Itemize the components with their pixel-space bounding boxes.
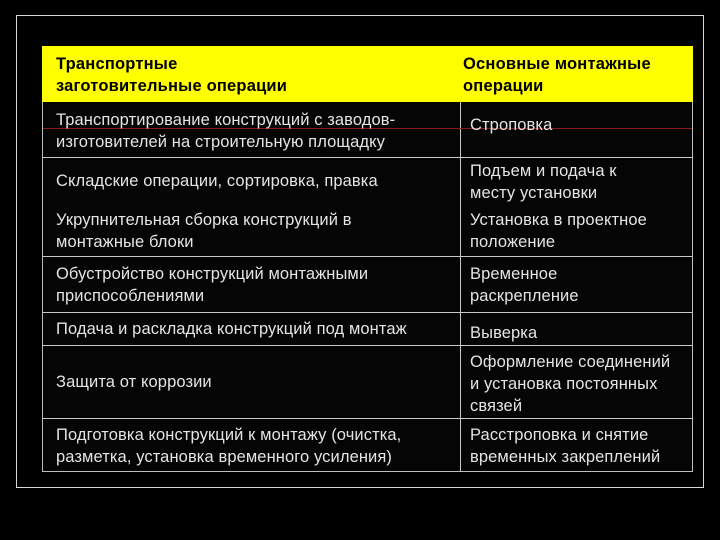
row-divider [43,312,692,313]
table-cell-left: Складские операции, сортировка, правка [56,172,378,190]
table-cell-right: Оформление соединений и установка постоянных связей [470,353,671,415]
table-cell-right: Строповка [470,116,553,134]
table-cell-right: Временное раскрепление [470,265,579,305]
table-cell-right: Установка в проектное положение [470,211,647,251]
header-right-cell: Основные монтажные операции [463,55,651,95]
table-cell-right: Подъем и подача к месту установки [470,162,617,202]
row-divider [43,418,692,419]
row-divider [43,157,692,158]
table-cell-left: Защита от коррозии [56,373,212,391]
table-cell-left: Транспортирование конструкций с заводов- изготовителей на строительную площадку [56,111,396,151]
table-cell-left: Подготовка конструкций к монтажу (очистка, разметка, установка временного усиления) [56,426,402,466]
table-cell-right: Выверка [470,324,538,342]
row-divider [43,256,692,257]
table-cell-left: Подача и раскладка конструкций под монтаж [56,320,407,338]
header-left-cell: Транспортные заготовительные операции [56,55,288,95]
row-divider [43,345,692,346]
table-cell-right: Расстроповка и снятие временных закреплений [470,426,661,466]
table-cell-left: Укрупнительная сборка конструкций в монтажные блоки [56,211,352,251]
table-cell-left: Обустройство конструкций монтажными приспособлениями [56,265,369,305]
